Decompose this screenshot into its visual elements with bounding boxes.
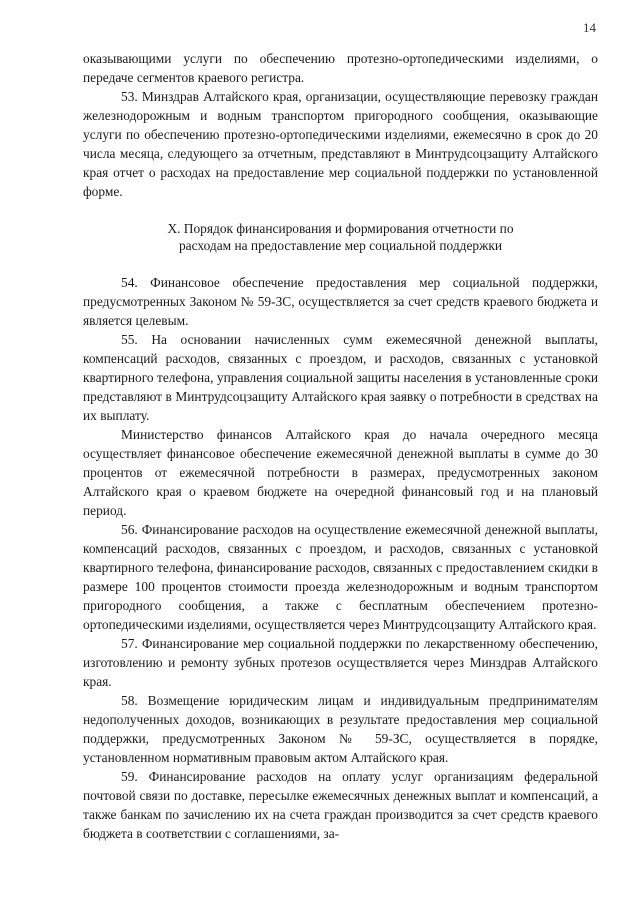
paragraph-55: 55. На основании начисленных сумм ежемесячной денежной выплаты, компенсаций расходов, связанных с проездом, и расходов, связанных с установкой квартирного телефона, управления социальной защиты населения в установленные сроки представляют в Минтрудсоцзащиту Алтайского края заявку о потребности в средствах на их выплату. [83, 332, 598, 423]
page-number: 14 [583, 20, 596, 35]
paragraph-59: 59. Финансирование расходов на оплату услуг организациям федеральной почтовой связи по доставке, пересылке ежемесячных денежных выплат и компенсаций, а также банкам по зачислению их на счета граждан производится за счет средств краевого бюджета в соответствии с соглашениями, за- [83, 769, 598, 841]
paragraph-54: 54. Финансовое обеспечение предоставления мер социальной поддержки, предусмотренных Законом № 59-ЗС, осуществляется за счет средств краевого бюджета и является целевым. [83, 275, 598, 328]
paragraph-58: 58. Возмещение юридическим лицам и индивидуальным предпринимателям недополученных доходов, возникающих в результате предоставления мер социальной поддержки, предусмотренных Законом № 59-ЗС, осуществляется в порядке, установленном нормативным правовым актом Алтайского края. [83, 693, 598, 765]
paragraph-53: 53. Минздрав Алтайского края, организации, осуществляющие перевозку граждан железнодорожным и водным транспортом пригородного сообщения, оказывающие услуги по обеспечению протезно-ортопедическими изделиями, ежемесячно в срок до 20 числа месяца, следующего за отчетным, представляют в Минтрудсоцзащиту Алтайского края отчет о расходах на предоставление мер социальной поддержки по установленной форме. [83, 89, 598, 199]
paragraph-57: 57. Финансирование мер социальной поддержки по лекарственному обеспечению, изготовлению и ремонту зубных протезов осуществляется через Минздрав Алтайского края. [83, 636, 598, 689]
section-heading-line-1: X. Порядок финансирования и формирования отчетности по [167, 221, 514, 236]
section-heading-line-2: расходам на предоставление мер социальной поддержки [178, 238, 503, 253]
paragraph-continued: оказывающими услуги по обеспечению протезно-ортопедическими изделиями, о передаче сегментов краевого регистра. [83, 51, 598, 85]
paragraph-ministry: Министерство финансов Алтайского края до начала очередного месяца осуществляет финансовое обеспечение ежемесячной денежной выплаты в сумме до 30 процентов от ежемесячной потребности в размерах, предусмотренных законом Алтайского края о краевом бюджете на очередной финансовый год и на плановый период. [83, 427, 598, 518]
section-heading [83, 220, 598, 254]
paragraph-56: 56. Финансирование расходов на осуществление ежемесячной денежной выплаты, компенсаций расходов, связанных с проездом, и расходов, связанных с установкой квартирного телефона, финансирование расходов, связанных с предоставлением скидки в размере 100 процентов стоимости проезда железнодорожным и водным транспортом пригородного сообщения, а также с бесплатным обеспечением протезно-ортопедическими изделиями, осуществляется через Минтрудсоцзащиту Алтайского края. [83, 522, 598, 632]
document-body [83, 49, 598, 843]
